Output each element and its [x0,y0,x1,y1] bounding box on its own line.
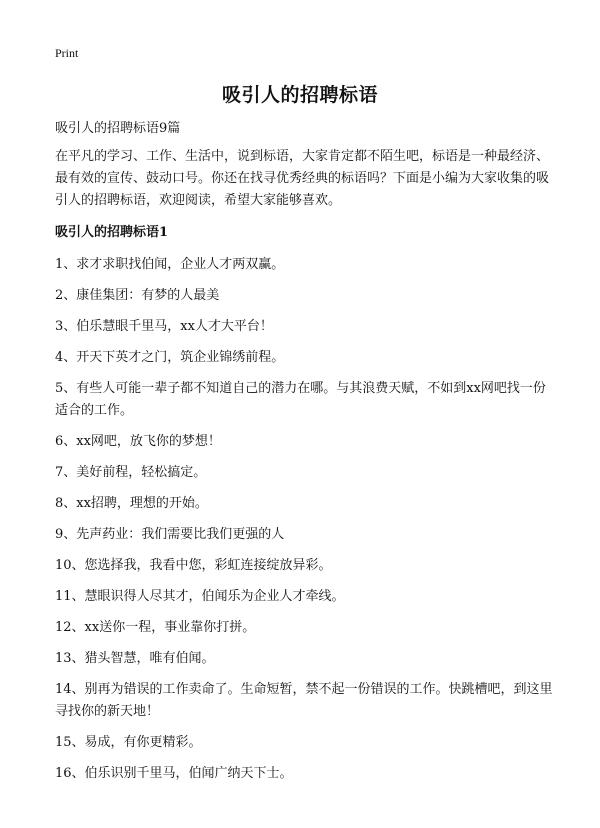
intro-paragraph: 在平凡的学习、工作、生活中，说到标语，大家肯定都不陌生吧，标语是一种最经济、最有效的宣传、鼓动口号。你还在找寻优秀经典的标语吗？下面是小编为大家收集的吸引人的招聘标语，欢迎阅读，希望大家能够喜欢。 [55,149,550,208]
print-link[interactable]: Print [55,46,79,60]
list-item: 14、别再为错误的工作卖命了。生命短暂，禁不起一份错误的工作。快跳槽吧，到这里寻找你的新天地！ [55,682,553,719]
section-heading: 吸引人的招聘标语1 [55,225,169,240]
document-title: 吸引人的招聘标语 [221,84,378,106]
list-item: 8、xx招聘，理想的开始。 [55,496,208,511]
list-item: 11、慧眼识得人尽其才，伯闻乐为企业人才牵线。 [55,589,345,604]
list-item: 1、求才求职找伯闻，企业人才两双赢。 [55,257,285,272]
list-item: 15、易成，有你更精彩。 [55,735,202,750]
document-body [55,118,555,794]
list-item: 9、先声药业：我们需要比我们更强的人 [55,527,285,542]
list-item: 10、您选择我，我看中您，彩虹连接绽放异彩。 [55,558,332,573]
list-item: 5、有些人可能一辈子都不知道自己的潜力在哪。与其浪费天赋，不如到xx网吧找一份适合的工作。 [55,381,546,418]
document-subtitle: 吸引人的招聘标语9篇 [55,121,181,136]
list-item: 3、伯乐慧眼千里马，xx人才大平台！ [55,319,273,334]
list-item: 4、开天下英才之门，筑企业锦绣前程。 [55,350,285,365]
list-item: 6、xx网吧，放飞你的梦想！ [55,434,221,449]
slogan-list [55,254,555,785]
list-item: 7、美好前程，轻松搞定。 [55,465,207,480]
list-item: 16、伯乐识别千里马，伯闻广纳天下士。 [55,766,293,781]
list-item: 12、xx送你一程，事业靠你打拼。 [55,620,256,635]
list-item: 13、猎头智慧，唯有伯闻。 [55,651,215,666]
list-item: 2、康佳集团：有梦的人最美 [55,288,220,303]
